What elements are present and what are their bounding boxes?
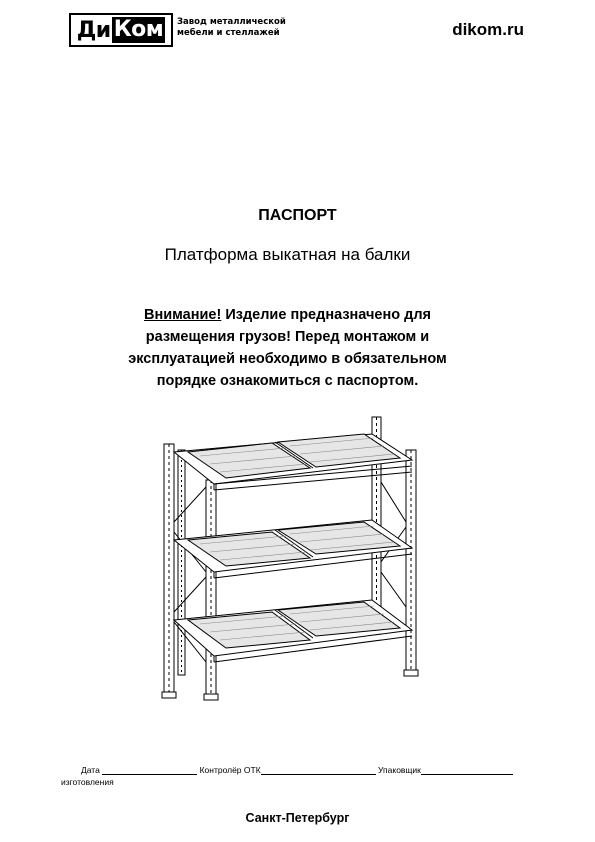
upright-right-front — [406, 450, 416, 672]
warning-line-4: порядке ознакомиться с паспортом. — [156, 373, 419, 389]
tagline-line-2: мебели и стеллажей — [177, 28, 280, 38]
website-url: dikom.ru — [452, 20, 524, 39]
company-tagline — [177, 17, 286, 39]
warning-label: Внимание! — [143, 307, 222, 323]
date-label: Дата — [81, 765, 100, 775]
logo-text-left: Ди — [76, 17, 111, 43]
date-label-second-line: изготовления — [61, 777, 114, 787]
warning-line-1: Изделие предназначено для — [221, 307, 431, 323]
signature-line — [81, 765, 513, 775]
upright-left-back — [178, 450, 185, 675]
warning-line-3: эксплуатацией необходимо в обязательном — [128, 351, 447, 367]
packer-label: Упаковщик — [378, 765, 421, 775]
warning-line-2: размещения грузов! Перед монтажом и — [145, 329, 430, 345]
warning-block — [90, 304, 485, 392]
otk-field-line — [261, 765, 376, 775]
packer-field-line — [421, 765, 513, 775]
footer-city: Санкт-Петербург — [245, 811, 350, 825]
date-field-line — [102, 765, 197, 775]
company-logo — [69, 13, 173, 47]
document-title: ПАСПОРТ — [258, 207, 337, 224]
upright-left-front — [164, 444, 174, 694]
upright-mid-front — [206, 480, 216, 696]
document-subtitle: Платформа выкатная на балки — [164, 245, 411, 264]
tagline-line-1: Завод металлической — [177, 17, 286, 27]
logo-text-right: Ком — [113, 17, 164, 42]
otk-label: Контролёр ОТК — [199, 765, 261, 775]
shelving-rack-illustration — [160, 412, 430, 707]
